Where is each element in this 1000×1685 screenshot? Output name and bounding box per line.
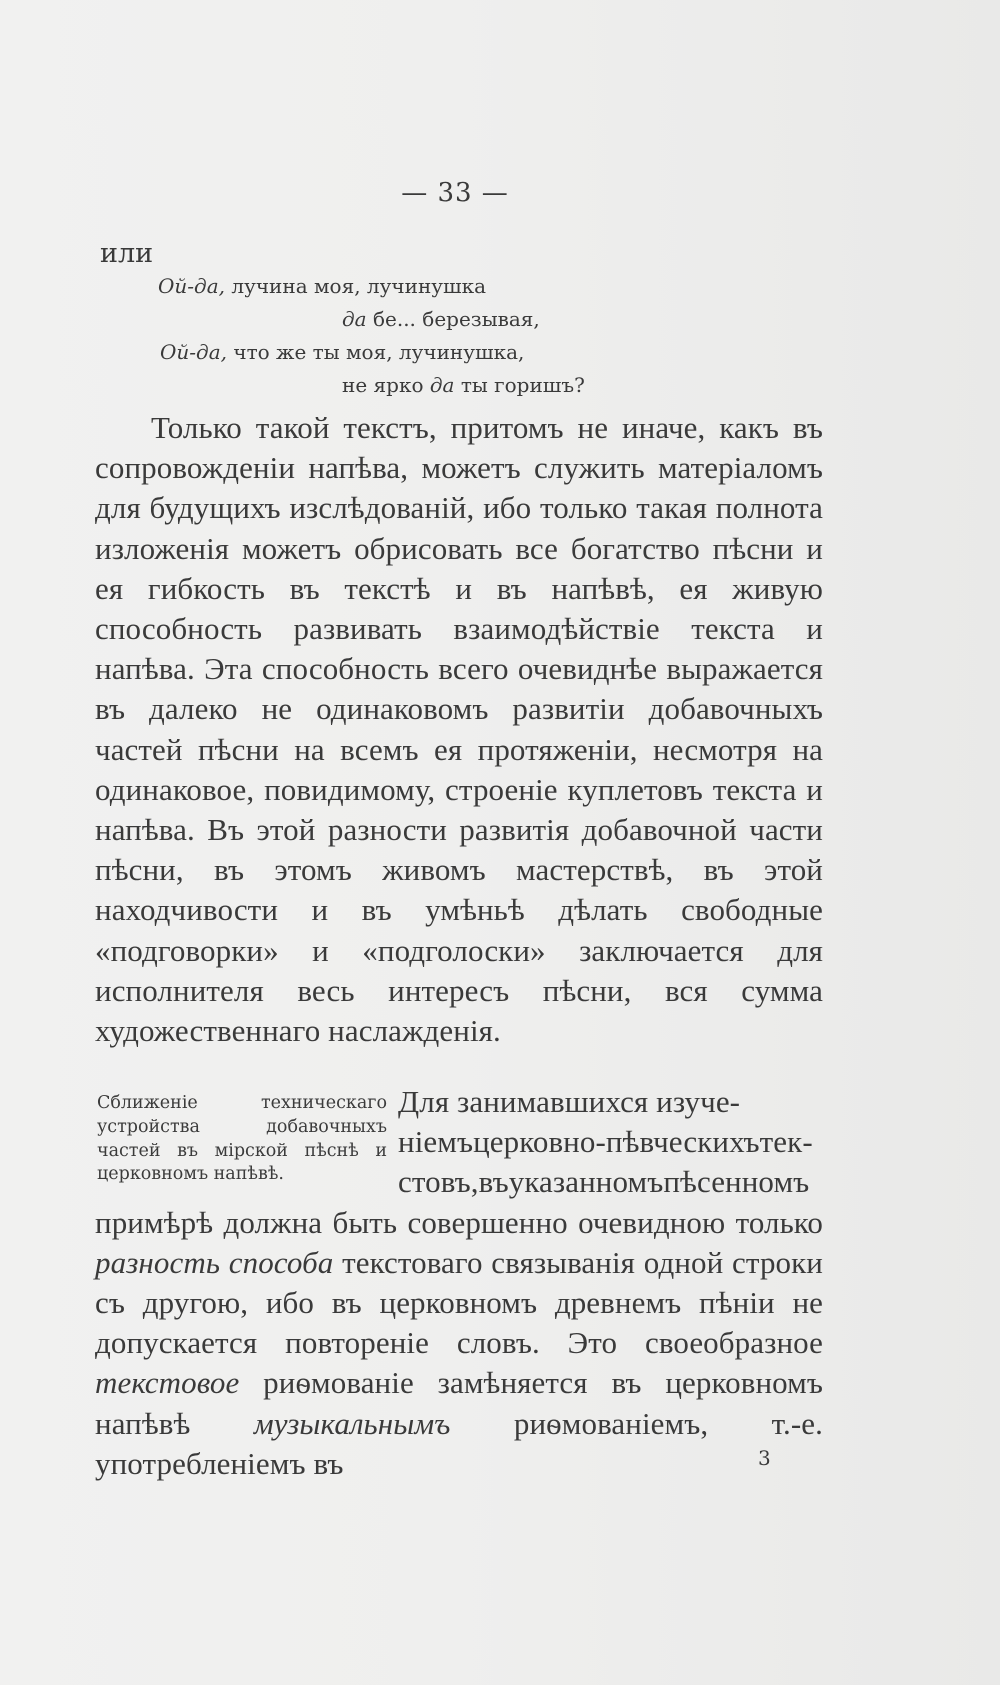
second-paragraph-line-3: стовъ,въуказанномъпѣсенномъ [398,1164,810,1200]
verse-line-3-text: что же ты моя, лучинушка, [233,340,525,364]
verse-line-1-italic: Ой-да, [158,274,225,298]
verse-line-4-text: ты горишъ? [460,373,585,397]
second-paragraph-italic-1: разность способа [95,1244,334,1280]
signature-mark: 3 [758,1446,771,1470]
verse-line-1-text: лучина моя, лучинушка [231,274,487,298]
verse-line-3-italic: Ой-да, [160,340,227,364]
second-paragraph-rest-mid-1: текстоваго связыванія одной строки съ другою, ибо въ церковномъ древнемъ пѣніи не допускается повтореніе словъ. Это своеобразное [95,1244,823,1361]
verse-line-2-text: бе... березывая, [372,307,540,331]
verse-line-4-start: не ярко [342,373,424,397]
second-paragraph-rest [95,1203,823,1484]
margin-note: Сближеніе техническаго устройства добавочныхъ частей въ мірской пѣснѣ и церковномъ напѣвѣ. [97,1093,387,1185]
second-paragraph-italic-2: текстовое [95,1365,240,1401]
second-paragraph-rest-start: примѣрѣ должна быть совершенно очевидною только [95,1204,823,1240]
second-paragraph-line-1: Для занимавшихся изуче- [398,1084,741,1119]
verse-line-4 [342,375,585,395]
verse-line-1 [158,276,486,296]
second-paragraph-italic-3: музыкальнымъ [253,1405,451,1441]
main-paragraph [95,408,823,1051]
second-paragraph-rest-mid-2: риѳмованіе замѣняется въ церковномъ напѣвѣ [95,1365,823,1441]
verse-line-2 [342,309,540,329]
second-paragraph-line-2: ніемъцерковно-пѣвческихътек- [398,1124,813,1160]
main-paragraph-text: Только такой текстъ, притомъ не иначе, какъ въ сопровожденіи напѣва, можетъ служить матеріаломъ для будущихъ изслѣдованій, ибо только такая полнота изложенія можетъ обрисовать все богатство пѣсни и ея гибкость въ текстѣ и въ напѣвѣ, ея живую способность развивать взаимодѣйствіе текста и напѣва. Эта способность всего очевиднѣе выражается въ далеко не одинаковомъ развитіи добавочныхъ частей пѣсни на всемъ ея протяженіи, несмотря на одинаковое, повидимому, строеніе куплетовъ текста и напѣва. Въ этой разности развитія добавочной части пѣсни, въ этомъ живомъ мастерствѣ, въ этой находчивости и въ умѣньѣ дѣлать свободные «подговорки» и «подголоски» заключается для исполнителя весь интересъ пѣсни, вся сумма художественнаго наслажденія. [95,410,823,1049]
page-number: — 33 — [401,178,509,208]
verse-line-4-italic: да [429,373,455,397]
intro-word: или [100,238,154,269]
verse-line-3 [160,342,524,362]
verse-line-2-italic: да [342,307,367,331]
second-paragraph [95,1082,823,1484]
second-paragraph-rest-end: риѳмованіемъ, т.-е. употребленіемъ въ [95,1405,823,1481]
